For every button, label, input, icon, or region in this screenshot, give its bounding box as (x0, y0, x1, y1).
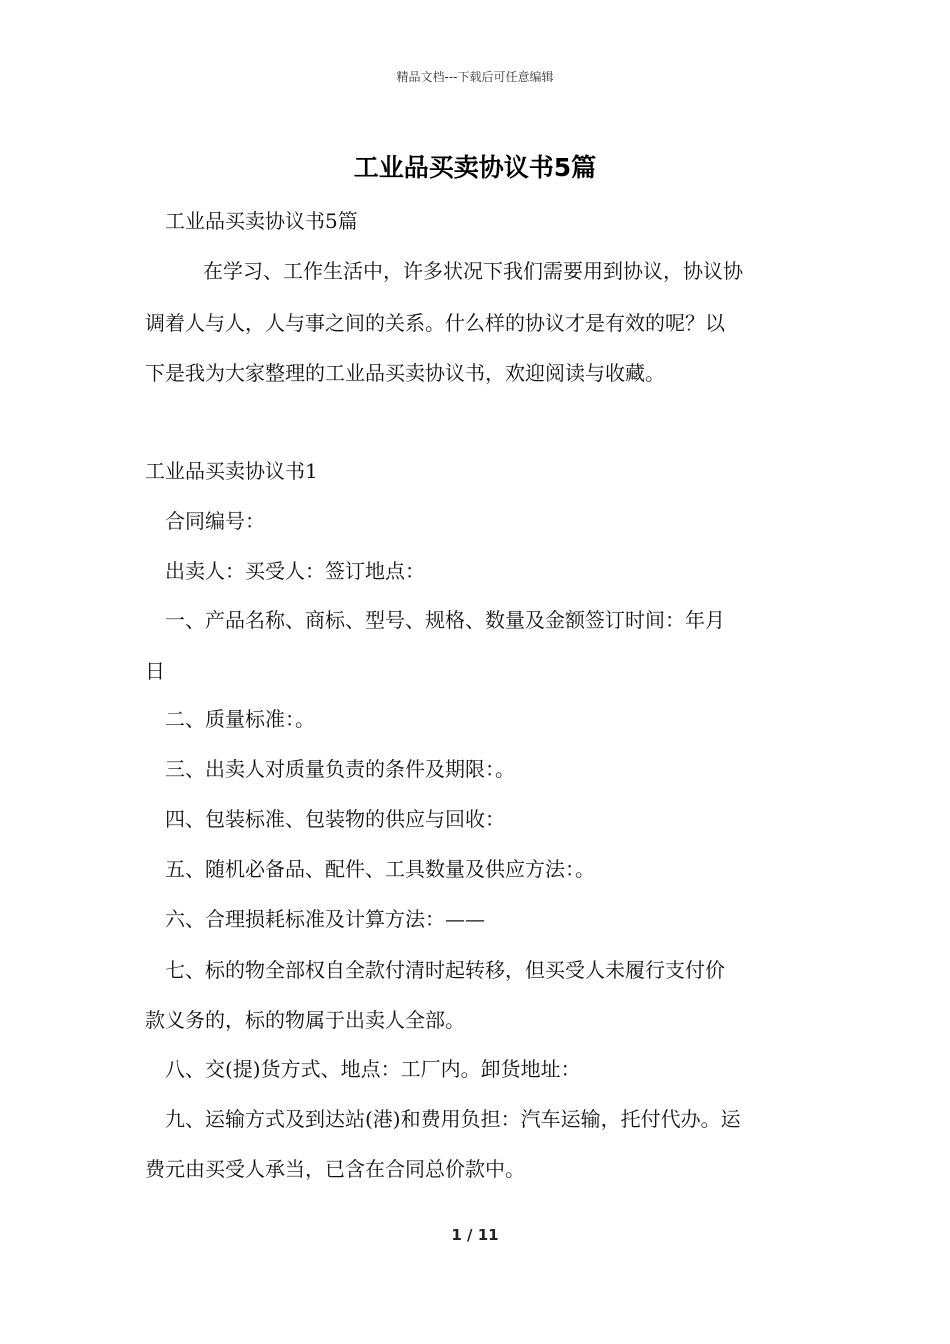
clause-8: 八、交(提)货方式、地点：工厂内。卸货地址： (165, 1057, 581, 1081)
clause-3: 三、出卖人对质量负责的条件及期限：。 (165, 757, 515, 781)
clause-1: 一、产品名称、商标、型号、规格、数量及金额签订时间：年月 (165, 608, 725, 632)
intro-line-2: 调着人与人，人与事之间的关系。什么样的协议才是有效的呢？以 (145, 311, 725, 335)
document-title: 工业品买卖协议书5篇 (353, 153, 597, 182)
clause-7-continuation: 款义务的，标的物属于出卖人全部。 (145, 1008, 465, 1032)
clause-4: 四、包装标准、包装物的供应与回收： (165, 807, 505, 831)
clause-9-continuation: 费元由买受人承当，已含在合同总价款中。 (145, 1157, 525, 1181)
contract-number: 合同编号： (165, 509, 265, 533)
clause-2: 二、质量标准：。 (165, 707, 315, 731)
clause-7: 七、标的物全部权自全款付清时起转移，但买受人未履行支付价 (165, 958, 725, 982)
intro-line-1: 在学习、工作生活中，许多状况下我们需要用到协议，协议协 (203, 259, 743, 283)
clause-5: 五、随机必备品、配件、工具数量及供应方法：。 (165, 857, 595, 881)
section-heading: 工业品买卖协议书1 (145, 459, 318, 483)
clause-1-continuation: 日 (145, 659, 165, 683)
clause-9: 九、运输方式及到达站(港)和费用负担：汽车运输，托付代办。运 (165, 1107, 741, 1131)
contract-parties: 出卖人：买受人：签订地点： (165, 559, 425, 583)
clause-6: 六、合理损耗标准及计算方法：—— (165, 907, 485, 931)
intro-line-3: 下是我为大家整理的工业品买卖协议书，欢迎阅读与收藏。 (145, 361, 665, 385)
document-subtitle: 工业品买卖协议书5篇 (165, 209, 358, 233)
page-number: 1 / 11 (451, 1226, 499, 1244)
page-header-note: 精品文档---下载后可任意编辑 (396, 70, 554, 84)
